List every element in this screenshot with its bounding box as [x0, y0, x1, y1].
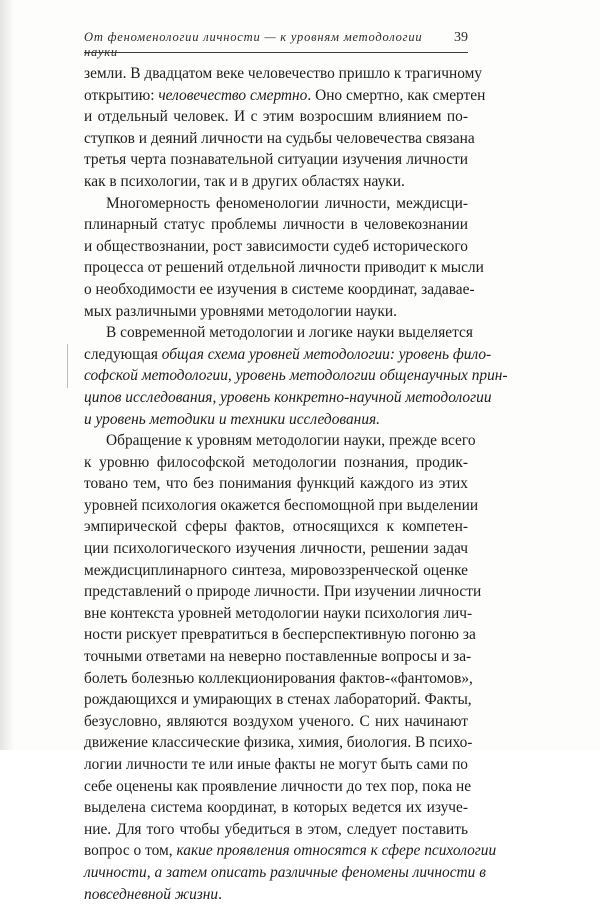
- paragraph-2: [84, 193, 484, 323]
- text-line: себе оценены как проявление личности до тех пор, пока не: [84, 777, 472, 795]
- text-line: софской методологии, уровень методологии общенаучных прин-: [84, 367, 508, 385]
- text-line: товано тем, что без понимания функций каждого из этих: [84, 475, 468, 493]
- text-line: выделена система координат, в которых ведется их изуче-: [84, 799, 468, 817]
- text-line: рождающихся и умирающих в стенах лабораторий. Факты,: [84, 691, 472, 709]
- text-line: [84, 85, 486, 107]
- text-span: открытию:: [84, 86, 159, 104]
- text-line: плинарный статус проблемы личности в человекознании: [84, 216, 468, 234]
- running-head-title: От феноменологии личности — к уровням методологии науки: [84, 30, 423, 59]
- text-line: третья черта познавательной ситуации изучения личности: [84, 151, 468, 169]
- margin-mark: [67, 344, 68, 388]
- paragraph-3: [84, 322, 508, 430]
- text-line: междисциплинарного синтеза, мировоззренческой оценке: [84, 561, 468, 579]
- text-line: ципов исследования, уровень конкретно-научной методологии: [84, 388, 492, 406]
- text-line: Многомерность феноменологии личности, междисци-: [106, 194, 468, 212]
- text-line: как в психологии, так и в других областях науки.: [84, 172, 405, 190]
- text-line: о необходимости ее изучения в системе координат, задавае-: [84, 280, 475, 298]
- italic-span: а затем описать различные феномены личности в: [154, 863, 486, 881]
- text-line: и отдельный человек. И с этим возросшим влиянием по-: [84, 108, 468, 126]
- text-line: ние. Для того чтобы убедиться в этом, следует поставить: [84, 820, 468, 838]
- text-line: земли. В двадцатом веке человечество пришло к трагичному: [84, 65, 483, 82]
- text-line: точными ответами на неверно поставленные вопросы и за-: [84, 648, 472, 666]
- text-line: ступков и деяний личности на судьбы человечества связана: [84, 129, 475, 147]
- text-line: процесса от решений отдельной личности приводит к мысли: [84, 259, 484, 277]
- page-number: 39: [454, 30, 468, 45]
- text-line: уровней психология окажется беспомощной при выделении: [84, 496, 479, 514]
- text-line: болеть болезнью коллекционирования фактов-«фантомов»,: [84, 669, 473, 687]
- text-line: [84, 884, 468, 905]
- text-line: [84, 344, 492, 366]
- text-line: движение классические физика, химия, биология. В психо-: [84, 734, 473, 752]
- italic-span: человечество смертно: [158, 86, 308, 104]
- text-span: вопрос о том,: [84, 842, 177, 860]
- text-line: В современной методологии и логике науки выделяется: [106, 324, 473, 342]
- text-line: [84, 862, 486, 884]
- text-line: мых различными уровнями методологии науки.: [84, 302, 397, 320]
- text-span: следующая: [84, 345, 162, 363]
- text-line: и уровень методики и техники исследования.: [84, 410, 381, 428]
- italic-span: какие проявления относятся к сфере психологии: [176, 842, 497, 860]
- italic-span: личности: [84, 863, 147, 881]
- text-line: Обращение к уровням методологии науки, прежде всего: [106, 432, 476, 450]
- text-line: и обществознании, рост зависимости судеб исторического: [84, 237, 468, 255]
- text-line: вне контекста уровней методологии науки психология лич-: [84, 604, 473, 622]
- text-span: . Оно смертно, как смертен: [307, 86, 486, 104]
- body-text: [84, 63, 508, 905]
- running-head: [84, 30, 468, 59]
- paragraph-4: [84, 430, 497, 905]
- text-span: ,: [146, 863, 155, 881]
- paragraph-1: [84, 63, 486, 193]
- text-span: .: [218, 885, 222, 903]
- binding-shadow: [0, 0, 14, 750]
- header-rule: [84, 52, 468, 53]
- text-line: безусловно, являются воздухом ученого. С них начинают: [84, 712, 468, 730]
- italic-span: повседневной жизни: [84, 885, 219, 903]
- text-line: ности рискует превратиться в бесперспективную погоню за: [84, 626, 476, 644]
- text-line: эмпирической сферы фактов, относящихся к компетен-: [84, 518, 468, 536]
- text-line: логии личности те или иные факты не могут быть сами по: [84, 756, 468, 773]
- text-line: представлений о природе личности. При изучении личности: [84, 583, 482, 601]
- text-line: ции психологического изучения личности, решении задач: [84, 540, 468, 558]
- text-line: [84, 840, 497, 862]
- text-line: к уровню философской методологии познания, продик-: [84, 453, 468, 471]
- italic-span: общая схема уровней методологии: уровень фило-: [161, 345, 492, 363]
